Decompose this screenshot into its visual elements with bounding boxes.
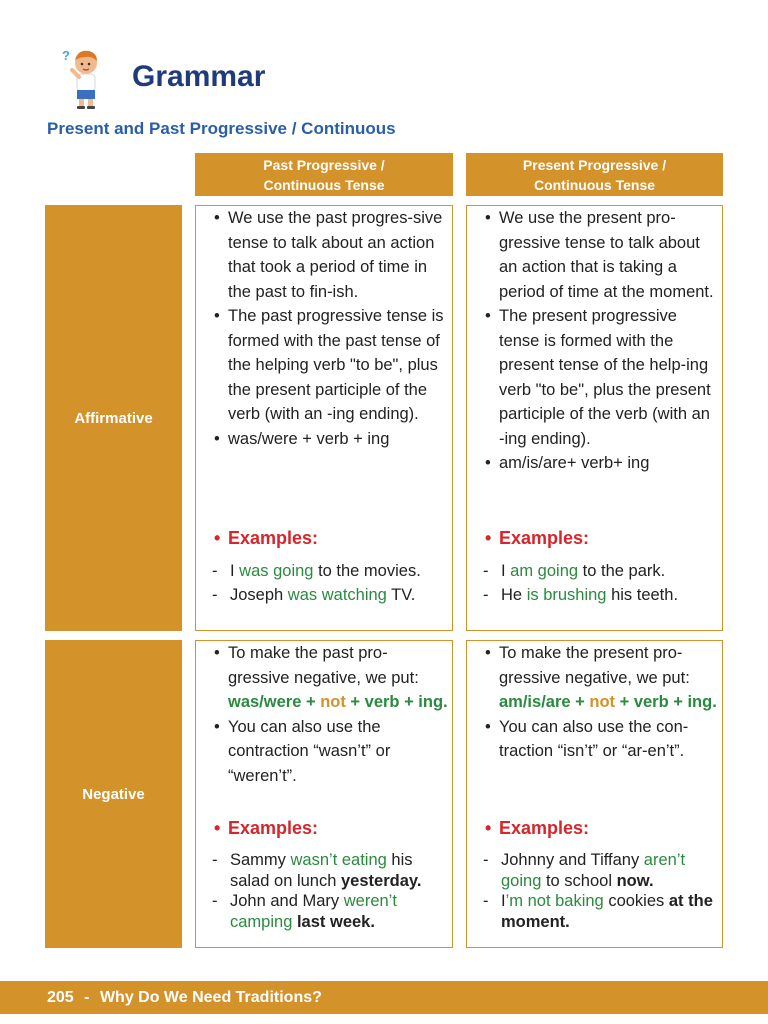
list-item: • We use the past progres-sive tense to talk about an action that took a period of time in the past to fin-ish. bbox=[212, 206, 448, 304]
column-header-past-line2: Continuous Tense bbox=[263, 176, 385, 193]
row-header-affirmative-label: Affirmative bbox=[74, 409, 153, 427]
svg-text:?: ? bbox=[62, 48, 70, 63]
example-item: - Sammy wasn’t eating his salad on lunch yesterday. bbox=[212, 850, 448, 891]
footer-separator: - bbox=[84, 989, 90, 1006]
list-item: • The present progressive tense is formed with the present tense of the help-ing verb "to be", plus the present participle of the verb (with an -ing ending). bbox=[483, 304, 719, 451]
example-item: - He is brushing his teeth. bbox=[483, 585, 719, 606]
list-item: • To make the present pro-gressive negative, we put: am/is/are + not + verb + ing. bbox=[483, 641, 719, 715]
examples-heading: • Examples: bbox=[483, 818, 738, 839]
list-item: • You can also use the contraction “wasn’t” or “weren’t”. bbox=[212, 715, 448, 789]
cell-negative-past bbox=[195, 640, 453, 948]
cell-affirmative-past bbox=[195, 205, 453, 631]
cell-negative-present bbox=[466, 640, 723, 948]
list-item: • We use the present pro-gressive tense to talk about an action that is taking a period of time at the moment. bbox=[483, 206, 719, 304]
example-item: - I am going to the park. bbox=[483, 561, 719, 582]
example-item: - I’m not baking cookies at the moment. bbox=[483, 891, 719, 932]
list-item: • To make the past pro-gressive negative, we put: was/were + not + verb + ing. bbox=[212, 641, 448, 715]
page-footer bbox=[0, 981, 768, 1014]
page-number: 205 bbox=[47, 989, 74, 1006]
chapter-title: Why Do We Need Traditions? bbox=[99, 989, 322, 1006]
example-item: - I was going to the movies. bbox=[212, 561, 448, 582]
page-title: Grammar bbox=[132, 60, 266, 93]
column-header-past bbox=[195, 153, 453, 196]
examples-heading: • Examples: bbox=[212, 818, 468, 839]
example-item: - Johnny and Tiffany aren’t going to school now. bbox=[483, 850, 719, 891]
example-item: - Joseph was watching TV. bbox=[212, 585, 448, 606]
list-item: • was/were + verb + ing bbox=[212, 427, 448, 452]
example-item: - John and Mary weren’t camping last week. bbox=[212, 891, 448, 932]
list-item: • You can also use the con-traction “isn’t” or “ar-en’t”. bbox=[483, 715, 719, 764]
list-item: • The past progressive tense is formed with the past tense of the helping verb "to be", plus the present participle of the verb (with an -ing ending). bbox=[212, 304, 448, 427]
page-subtitle: Present and Past Progressive / Continuous bbox=[47, 119, 396, 138]
row-header-affirmative bbox=[45, 205, 182, 631]
row-header-negative-label: Negative bbox=[82, 785, 145, 803]
column-header-present-line2: Continuous Tense bbox=[533, 176, 656, 193]
examples-heading: • Examples: bbox=[212, 528, 468, 549]
column-header-present bbox=[466, 153, 723, 196]
list-item: • am/is/are+ verb+ ing bbox=[483, 451, 719, 476]
cell-affirmative-present bbox=[466, 205, 723, 631]
column-header-present-line1: Present Progressive / bbox=[522, 156, 667, 173]
examples-heading: • Examples: bbox=[483, 528, 738, 549]
column-header-past-line1: Past Progressive / bbox=[263, 156, 385, 173]
row-header-negative bbox=[45, 640, 182, 948]
thinking-boy-icon bbox=[58, 46, 106, 110]
